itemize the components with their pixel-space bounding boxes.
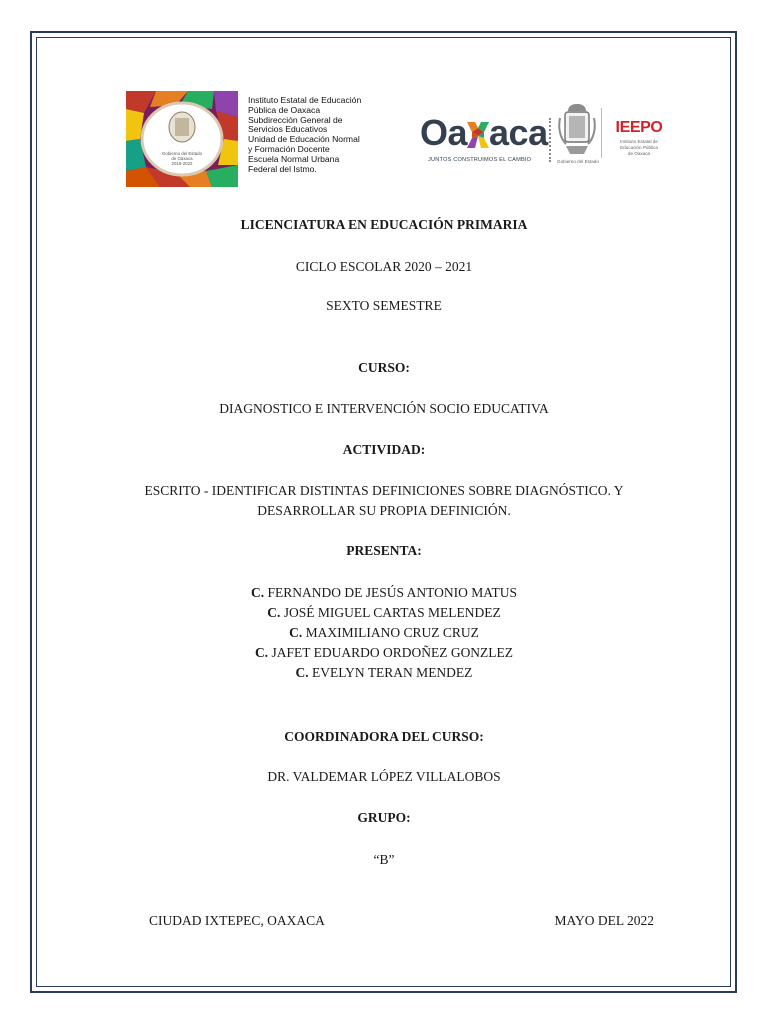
presenter-name: JAFET EDUARDO ORDOÑEZ GONZLEZ <box>271 645 514 660</box>
institution-line: y Formación Docente <box>248 143 330 154</box>
presenter-name: MAXIMILIANO CRUZ CRUZ <box>305 625 479 640</box>
ieepo-subtitle-line: de Oaxaca <box>627 150 651 156</box>
coordinator-name: DR. VALDEMAR LÓPEZ VILLALOBOS <box>267 769 501 784</box>
course-label: CURSO: <box>358 360 410 375</box>
government-caption: Gobierno del Estado <box>557 159 599 164</box>
presenters-list <box>40 583 728 683</box>
presenters-label: PRESENTA: <box>346 543 422 558</box>
group-label: GRUPO: <box>357 810 411 825</box>
presenter-item <box>40 603 728 623</box>
coordinator-label: COORDINADORA DEL CURSO: <box>284 729 484 744</box>
logo-separator <box>601 108 602 158</box>
date: MAYO DEL 2022 <box>554 913 654 928</box>
degree-title: LICENCIATURA EN EDUCACIÓN PRIMARIA <box>240 217 528 232</box>
institution-text <box>248 96 388 174</box>
oaxaca-wordmark <box>420 114 548 152</box>
oaxaca-x-mosaic-icon <box>467 117 489 143</box>
institution-line: Escuela Normal Urbana <box>248 153 340 164</box>
activity-line: ESCRITO - IDENTIFICAR DISTINTAS DEFINICIONES SOBRE DIAGNÓSTICO. Y <box>144 483 624 498</box>
activity-description <box>40 481 728 521</box>
presenter-prefix: C. <box>267 605 281 620</box>
presenter-item <box>40 623 728 643</box>
group-value: “B” <box>373 852 395 867</box>
emblem-caption-line: Gobierno del Estado <box>161 151 203 156</box>
oaxaca-wordmark-start: Oa <box>420 112 468 153</box>
course-name: DIAGNOSTICO E INTERVENCIÓN SOCIO EDUCATIVA <box>219 401 549 416</box>
presenter-item <box>40 663 728 683</box>
presenter-item <box>40 643 728 663</box>
emblem-caption <box>126 151 238 167</box>
institution-line: Federal del Istmo. <box>248 163 317 174</box>
presenter-prefix: C. <box>289 625 303 640</box>
presenter-name: EVELYN TERAN MENDEZ <box>312 665 473 680</box>
institution-line: Pública de Oaxaca <box>248 104 321 115</box>
presenter-prefix: C. <box>295 665 309 680</box>
activity-label: ACTIVIDAD: <box>342 442 426 457</box>
oaxaca-tagline: JUNTOS CONSTRUIMOS EL CAMBIO <box>428 157 532 163</box>
semester: SEXTO SEMESTRE <box>326 298 442 313</box>
ieepo-subtitle <box>614 139 664 156</box>
emblem-caption-line: de Oaxaca <box>171 156 193 162</box>
presenter-name: FERNANDO DE JESÚS ANTONIO MATUS <box>267 585 518 600</box>
institution-line: Subdirección General de <box>248 114 343 125</box>
institution-line: Unidad de Educación Normal <box>248 134 360 145</box>
oaxaca-wordmark-end: aca <box>489 112 548 153</box>
school-year: CICLO ESCOLAR 2020 – 2021 <box>295 259 473 274</box>
oaxaca-logo <box>420 114 550 166</box>
ieepo-subtitle-line: Instituto Estatal de <box>620 139 658 144</box>
emblem-caption-line: 2016-2022 <box>171 161 193 167</box>
institution-line: Servicios Educativos <box>248 124 328 135</box>
activity-line: DESARROLLAR SU PROPIA DEFINICIÓN. <box>257 503 511 518</box>
government-shield-icon <box>556 102 598 164</box>
presenter-prefix: C. <box>250 585 265 600</box>
ieepo-logo <box>614 119 664 156</box>
institution-line: Instituto Estatal de Educación <box>248 95 362 105</box>
presenter-name: JOSÉ MIGUEL CARTAS MELENDEZ <box>283 605 501 620</box>
presenter-item <box>40 583 728 603</box>
ieepo-wordmark: IEEPO <box>615 119 663 136</box>
state-emblem-logo <box>126 91 238 187</box>
presenter-prefix: C. <box>254 645 269 660</box>
ieepo-subtitle-line: Educación Pública <box>620 144 658 150</box>
logo-divider <box>549 118 554 162</box>
city: CIUDAD IXTEPEC, OAXACA <box>149 913 325 928</box>
